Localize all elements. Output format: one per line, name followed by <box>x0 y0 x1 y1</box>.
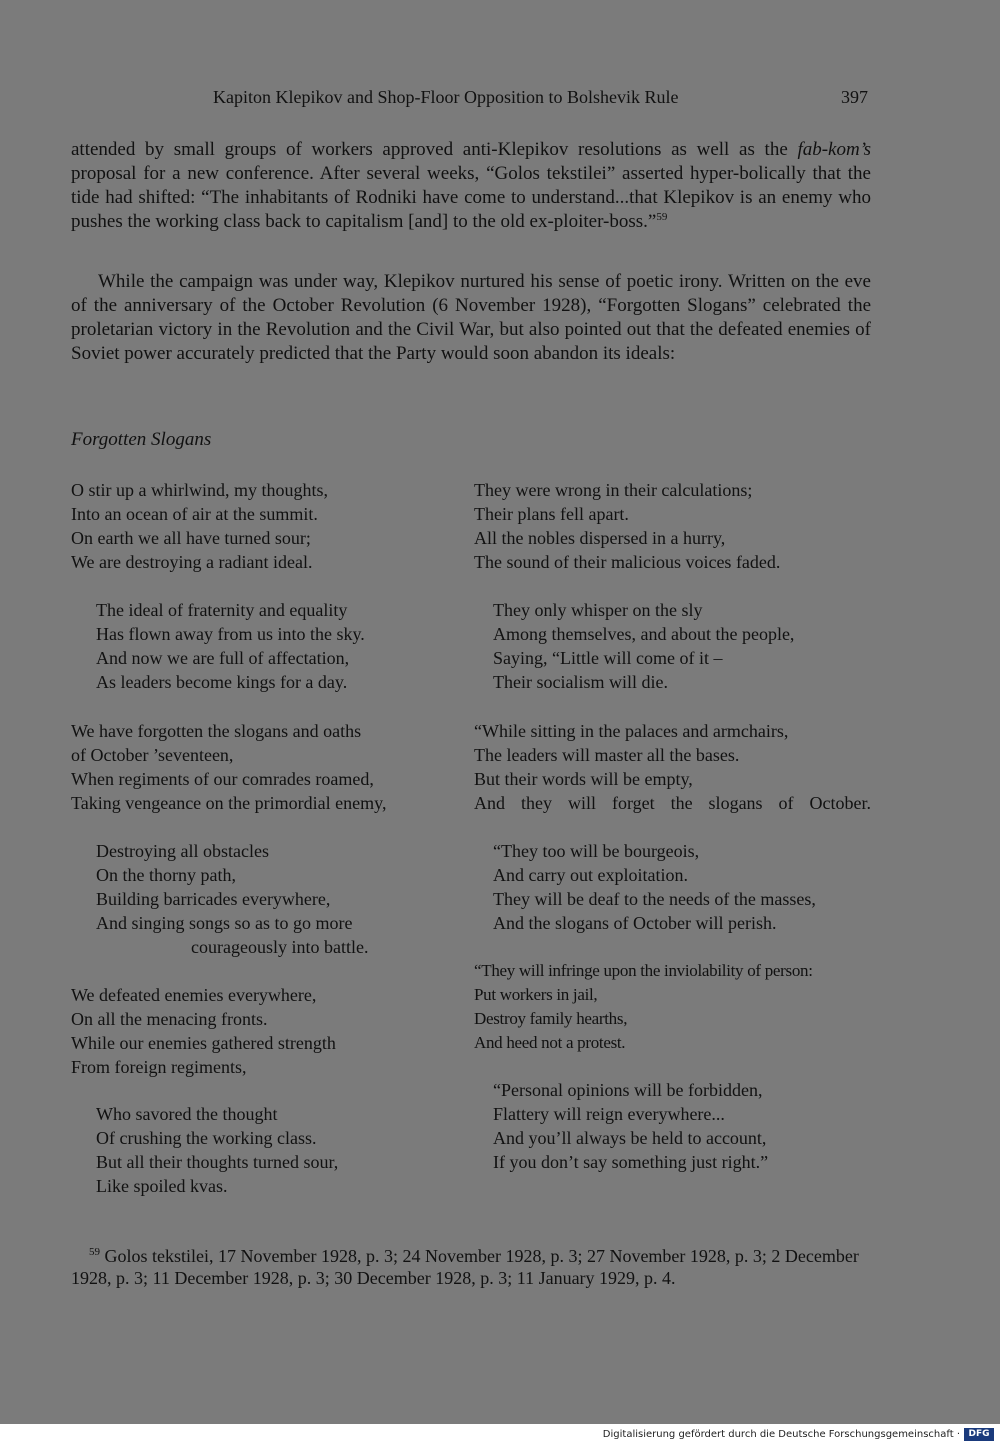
poem-line: courageously into battle. <box>191 937 369 957</box>
poem-stanza-left-1 <box>71 478 328 574</box>
poem-line: Destroy family hearths, <box>474 1009 628 1028</box>
poem-line: Among themselves, and about the people, <box>493 624 795 644</box>
poem-line: Has flown away from us into the sky. <box>96 624 365 644</box>
poem-stanza-left-5 <box>71 983 336 1079</box>
poem-line: They were wrong in their calculations; <box>474 480 753 500</box>
poem-line: We have forgotten the slogans and oaths <box>71 721 362 741</box>
poem-stanza-left-3 <box>71 719 386 815</box>
poem-line: From foreign regiments, <box>71 1057 247 1077</box>
poem-line: They only whisper on the sly <box>493 600 703 620</box>
running-title: Kapiton Klepikov and Shop-Floor Opposition to Bolshevik Rule <box>213 87 679 107</box>
poem-line: Into an ocean of air at the summit. <box>71 504 318 524</box>
poem-line: Like spoiled kvas. <box>96 1176 228 1196</box>
poem-line: Of crushing the working class. <box>96 1128 317 1148</box>
poem-line: We are destroying a radiant ideal. <box>71 552 313 572</box>
poem-line: Who savored the thought <box>96 1104 278 1124</box>
funding-credit: Digitalisierung gefördert durch die Deutsche Forschungsgemeinschaft · <box>602 1429 960 1440</box>
footnote-text: Golos tekstilei, 17 November 1928, p. 3; 24 November 1928, p. 3; 27 November 1928, p. 3; 2 December 1928, p. 3; 11 December 1928, p. 3; 30 December 1928, p. 3; 11 January 1929, p. 4. <box>71 1246 859 1288</box>
page-number: 397 <box>841 87 868 107</box>
poem-line: Their plans fell apart. <box>474 504 629 524</box>
poem-line: of October ’seventeen, <box>71 745 234 765</box>
poem-line: And carry out exploitation. <box>493 865 688 885</box>
dfg-logo: DFG <box>964 1428 994 1441</box>
poem-stanza-right-5 <box>474 959 813 1055</box>
poem-stanza-left-2 <box>96 598 365 694</box>
poem-line: And the slogans of October will perish. <box>493 913 777 933</box>
poem-line: If you don’t say something just right.” <box>493 1152 769 1172</box>
poem-line: And singing songs so as to go more <box>96 913 353 933</box>
poem-line: But their words will be empty, <box>474 769 693 789</box>
poem-line: Flattery will reign everywhere... <box>493 1104 725 1124</box>
paragraph-1 <box>71 138 871 234</box>
footnote-ref: 59 <box>656 211 668 223</box>
poem-line: And heed not a protest. <box>474 1033 626 1052</box>
poem-line: “They will infringe upon the inviolability of person: <box>474 961 813 980</box>
paragraph-1-text-b: proposal for a new conference. After several weeks, “Golos tekstilei” asserted hyper-bolically that the tide had shifted: “The inhabitants of Rodniki have come to understand...that Klepikov is an enemy who pushes the working class back to capitalism [and] to the old ex-ploiter-boss.” <box>71 163 871 232</box>
footnote <box>71 1245 885 1289</box>
poem-line: When regiments of our comrades roamed, <box>71 769 374 789</box>
poem-line: Taking vengeance on the primordial enemy, <box>71 793 387 813</box>
poem-line: “While sitting in the palaces and armchairs, <box>474 721 789 741</box>
poem-stanza-right-4 <box>493 839 816 935</box>
poem-line: Their socialism will die. <box>493 672 668 692</box>
poem-line: The sound of their malicious voices faded. <box>474 552 781 572</box>
poem-stanza-left-4 <box>96 839 368 959</box>
poem-line: And now we are full of affectation, <box>96 648 350 668</box>
poem-line: The leaders will master all the bases. <box>474 745 740 765</box>
poem-stanza-right-3 <box>474 719 871 815</box>
poem-line: Put workers in jail, <box>474 985 598 1004</box>
poem-line: But all their thoughts turned sour, <box>96 1152 339 1172</box>
paragraph-1-italic: fab-kom’s <box>797 139 871 160</box>
poem-stanza-left-6 <box>96 1102 338 1198</box>
paragraph-2: While the campaign was under way, Klepikov nurtured his sense of poetic irony. Written on the eve of the anniversary of the October Revolution (6 November 1928), “Forgotten Slogans” celebrated the proletarian victory in the Revolution and the Civil War, but also pointed out that the defeated enemies of Soviet power accurately predicted that the Party would soon abandon its ideals: <box>71 271 871 364</box>
poem-stanza-right-2 <box>493 598 794 694</box>
poem-line: We defeated enemies everywhere, <box>71 985 317 1005</box>
poem-line: Building barricades everywhere, <box>96 889 331 909</box>
poem-line: “They too will be bourgeois, <box>493 841 700 861</box>
poem-line: And you’ll always be held to account, <box>493 1128 767 1148</box>
poem-line: On earth we all have turned sour; <box>71 528 311 548</box>
footnote-number: 59 <box>89 1246 100 1258</box>
poem-line: As leaders become kings for a day. <box>96 672 348 692</box>
poem-line: Destroying all obstacles <box>96 841 269 861</box>
poem-line: “Personal opinions will be forbidden, <box>493 1080 763 1100</box>
digitization-footer <box>0 1424 1000 1446</box>
poem-line: While our enemies gathered strength <box>71 1033 336 1053</box>
poem-line: And they will forget the slogans of October. <box>474 793 871 813</box>
poem-title: Forgotten Slogans <box>71 429 212 450</box>
poem-line: O stir up a whirlwind, my thoughts, <box>71 480 328 500</box>
poem-line: On the thorny path, <box>96 865 236 885</box>
poem-line: All the nobles dispersed in a hurry, <box>474 528 726 548</box>
poem-line: They will be deaf to the needs of the masses, <box>493 889 816 909</box>
paragraph-1-text-a: attended by small groups of workers approved anti-Klepikov resolutions as well as the <box>71 139 798 160</box>
poem-line: On all the menacing fronts. <box>71 1009 268 1029</box>
poem-stanza-right-1 <box>474 478 780 574</box>
poem-stanza-right-6 <box>493 1078 768 1174</box>
poem-line: Saying, “Little will come of it – <box>493 648 723 668</box>
poem-line: The ideal of fraternity and equality <box>96 600 348 620</box>
